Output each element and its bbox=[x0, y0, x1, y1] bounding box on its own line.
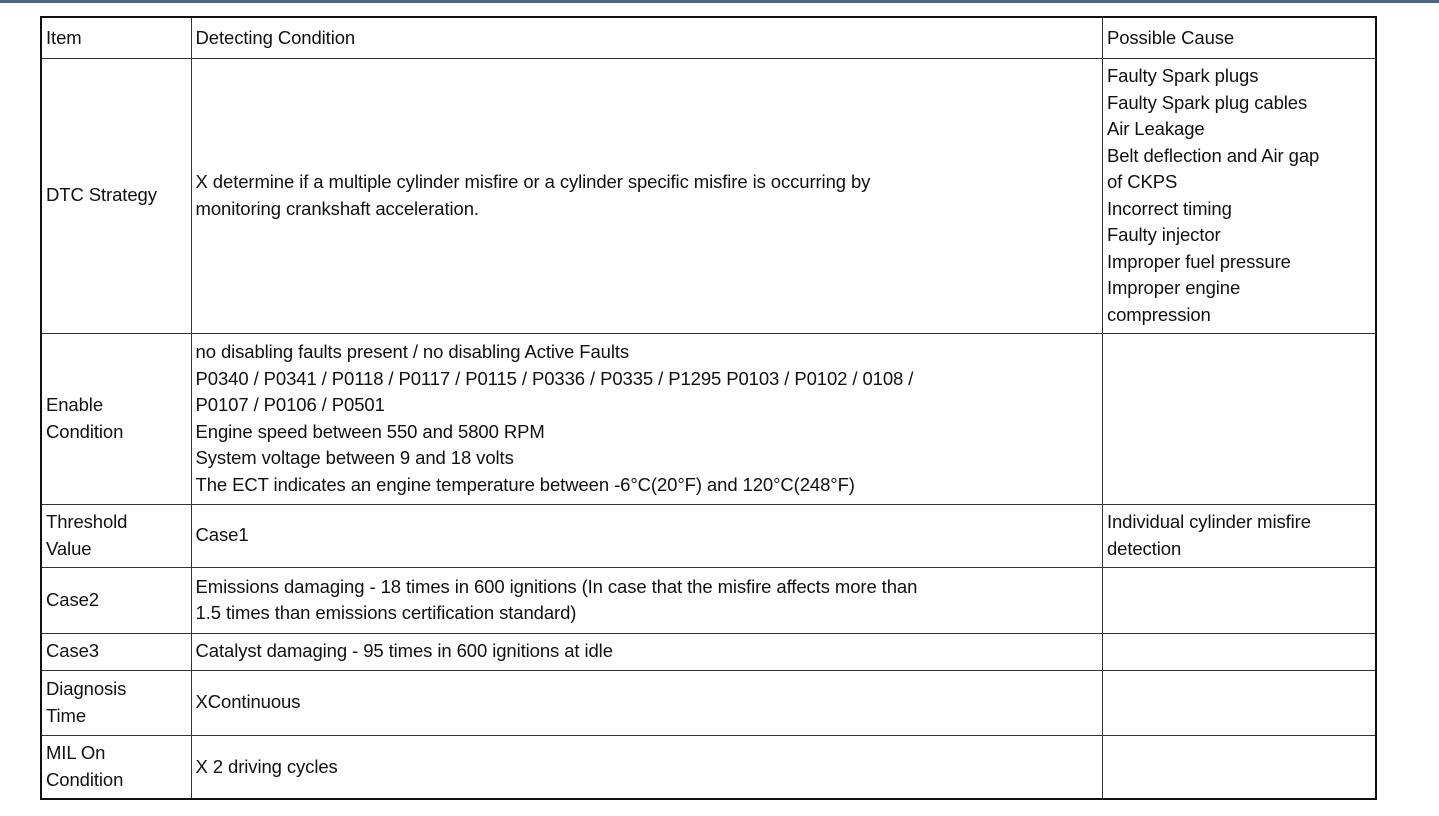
cause-cell bbox=[1102, 670, 1376, 735]
cause-line: Improper fuel pressure bbox=[1106, 250, 1291, 272]
header-possible-cause: Possible Cause bbox=[1102, 17, 1376, 58]
item-line: Case2 bbox=[46, 588, 99, 610]
cause-line: Improper engine bbox=[1106, 277, 1241, 298]
item-line: MIL On bbox=[46, 742, 106, 764]
condition-cell bbox=[191, 670, 1102, 735]
item-cell bbox=[41, 567, 191, 633]
table-row bbox=[41, 58, 1376, 333]
table-row bbox=[41, 670, 1376, 735]
cause-line: Faulty Spark plug cables bbox=[1106, 91, 1308, 113]
item-line: Time bbox=[46, 704, 87, 726]
condition-line: X determine if a multiple cylinder misfire or a cylinder specific misfire is occurring by bbox=[195, 171, 871, 192]
item-line: Value bbox=[46, 537, 92, 559]
window-top-border bbox=[0, 0, 1439, 3]
condition-cell bbox=[191, 504, 1102, 567]
condition-line: Catalyst damaging - 95 times in 600 ignitions at idle bbox=[195, 640, 613, 662]
item-cell bbox=[41, 670, 191, 735]
cause-line: compression bbox=[1106, 303, 1211, 325]
condition-cell bbox=[191, 333, 1102, 504]
item-cell: DTC Strategy bbox=[41, 58, 191, 333]
condition-cell bbox=[191, 633, 1102, 670]
cause-cell bbox=[1102, 58, 1376, 333]
table-row bbox=[41, 333, 1376, 504]
table-row bbox=[41, 633, 1376, 670]
condition-line: XContinuous bbox=[195, 691, 301, 713]
item-line: Condition bbox=[46, 420, 124, 442]
condition-cell bbox=[191, 58, 1102, 333]
cause-cell bbox=[1102, 333, 1376, 504]
condition-line: X 2 driving cycles bbox=[195, 755, 338, 777]
condition-cell bbox=[191, 735, 1102, 799]
header-item: Item bbox=[41, 17, 191, 58]
item-cell bbox=[41, 333, 191, 504]
item-line: Condition bbox=[46, 768, 124, 790]
cause-line: Faulty injector bbox=[1106, 224, 1221, 245]
item-line: Case3 bbox=[46, 640, 99, 662]
condition-line: Emissions damaging - 18 times in 600 ignitions (In case that the misfire affects more than bbox=[195, 575, 918, 597]
cause-cell bbox=[1102, 735, 1376, 799]
cause-line: of CKPS bbox=[1106, 171, 1178, 192]
condition-line: System voltage between 9 and 18 volts bbox=[195, 447, 514, 468]
condition-line: 1.5 times than emissions certification standard) bbox=[195, 602, 577, 623]
item-line: Threshold bbox=[46, 511, 128, 532]
cause-cell bbox=[1102, 633, 1376, 670]
condition-line: monitoring crankshaft acceleration. bbox=[195, 197, 479, 219]
item-cell bbox=[41, 504, 191, 567]
table-header-row bbox=[41, 17, 1376, 58]
dtc-table bbox=[40, 16, 1377, 800]
item-line: Diagnosis bbox=[46, 678, 127, 699]
condition-line: P0107 / P0106 / P0501 bbox=[195, 394, 385, 415]
item-cell bbox=[41, 633, 191, 670]
cause-line: Belt deflection and Air gap bbox=[1106, 144, 1320, 166]
condition-line: P0340 / P0341 / P0118 / P0117 / P0115 / P0336 / P0335 / P1295 P0103 / P0102 / 0108 / bbox=[195, 367, 914, 389]
table-row bbox=[41, 504, 1376, 567]
cause-cell bbox=[1102, 567, 1376, 633]
cause-line: Individual cylinder misfire bbox=[1106, 511, 1311, 532]
header-detecting-condition: Detecting Condition bbox=[191, 17, 1102, 58]
condition-line: The ECT indicates an engine temperature between -6°C(20°F) and 120°C(248°F) bbox=[195, 473, 855, 495]
condition-cell bbox=[191, 567, 1102, 633]
item-line: Enable bbox=[46, 394, 104, 415]
condition-line: Engine speed between 550 and 5800 RPM bbox=[195, 420, 545, 442]
cause-line: detection bbox=[1106, 537, 1182, 559]
cause-line: Incorrect timing bbox=[1106, 197, 1232, 219]
cause-line: Faulty Spark plugs bbox=[1106, 65, 1259, 86]
item-cell bbox=[41, 735, 191, 799]
table-row bbox=[41, 735, 1376, 799]
condition-line: no disabling faults present / no disabling Active Faults bbox=[195, 341, 630, 362]
table-row bbox=[41, 567, 1376, 633]
condition-line: Case1 bbox=[195, 524, 249, 546]
cause-line: Air Leakage bbox=[1106, 118, 1205, 139]
cause-cell bbox=[1102, 504, 1376, 567]
